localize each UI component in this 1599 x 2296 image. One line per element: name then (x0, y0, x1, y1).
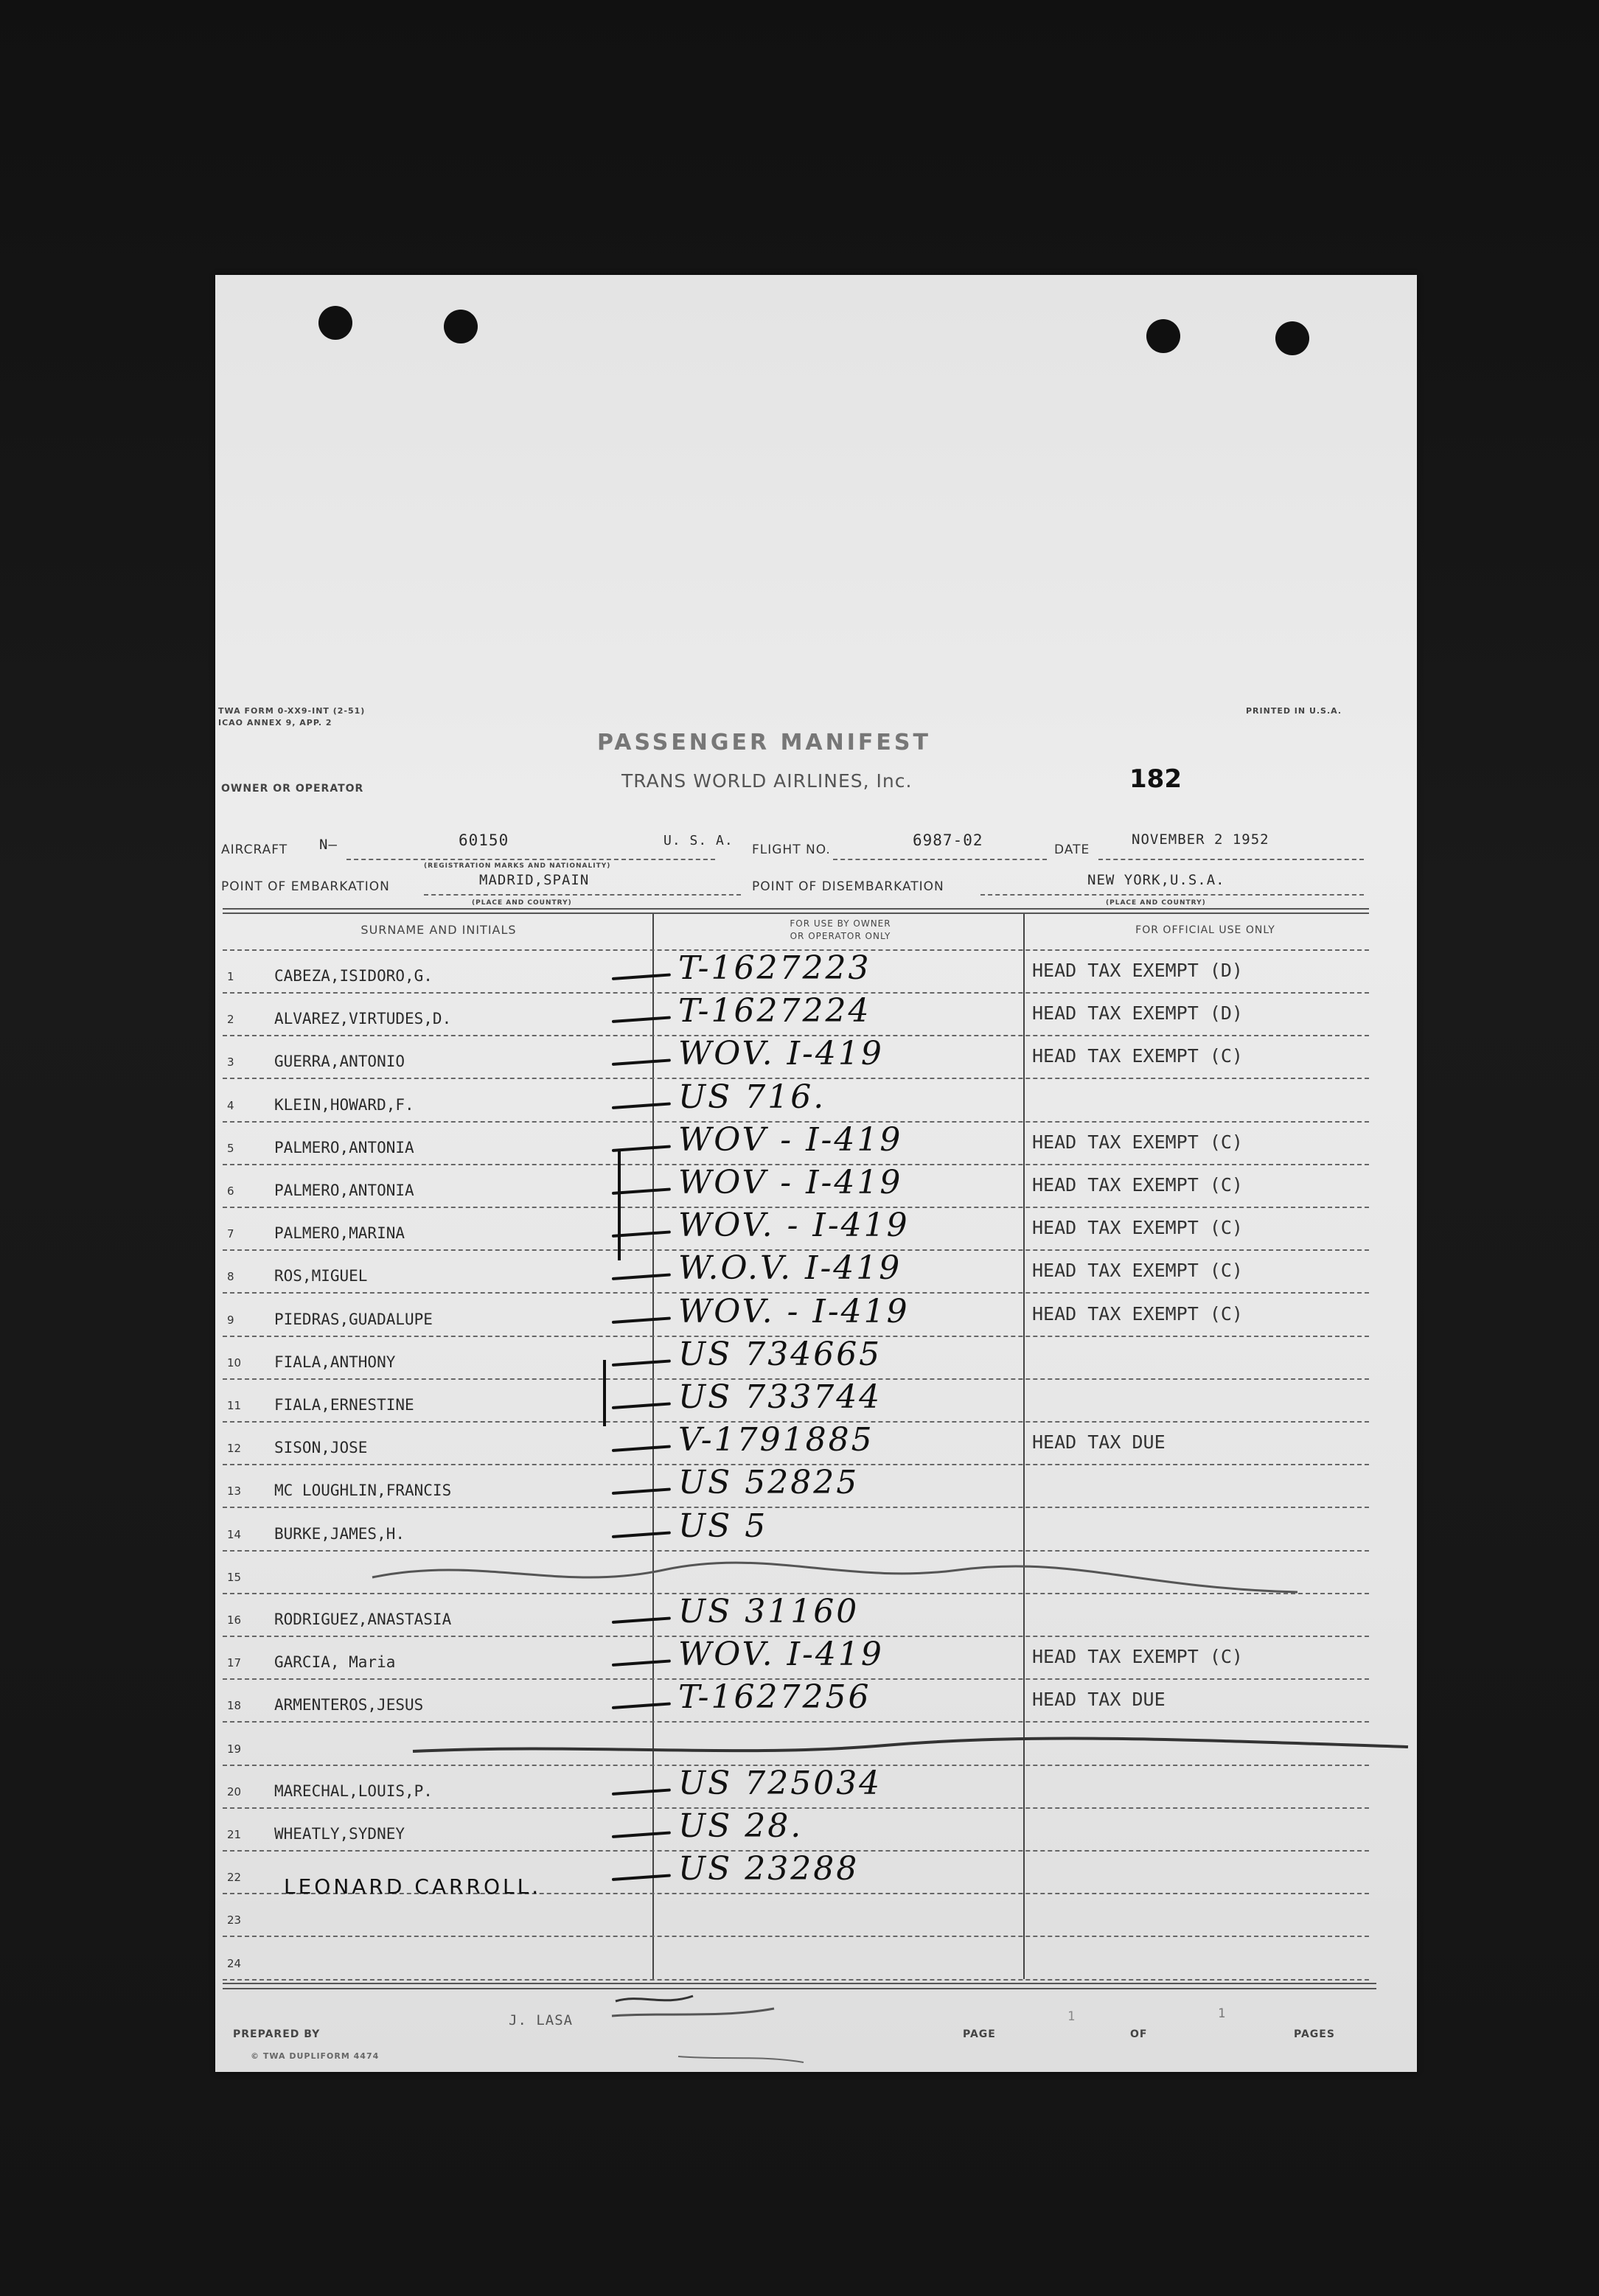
row-number: 6 (227, 1184, 234, 1198)
row-number: 17 (227, 1656, 242, 1669)
document-number: WOV. - I-419 (678, 1207, 910, 1244)
document-number: US 5 (678, 1507, 768, 1545)
row-19-cancel-line (413, 1738, 1408, 1751)
passenger-name: GUERRA,ANTONIO (274, 1053, 405, 1070)
document-number: T-1627223 (678, 949, 871, 987)
row-number: 7 (227, 1227, 234, 1241)
row-number: 9 (227, 1313, 234, 1327)
flight-number: 6987-02 (913, 831, 983, 849)
row-number: 12 (227, 1442, 242, 1455)
prepared-by-label: PREPARED BY (233, 2028, 321, 2040)
place-caption: (PLACE AND COUNTRY) (1106, 899, 1206, 907)
document-number: T-1627256 (678, 1678, 871, 1716)
prepared-by-value: J. LASA (509, 2012, 574, 2028)
row-number: 13 (227, 1484, 242, 1498)
official-stamp: HEAD TAX DUE (1032, 1689, 1166, 1710)
disembarkation-value: NEW YORK,U.S.A. (1087, 872, 1225, 888)
of-label: OF (1130, 2028, 1148, 2040)
passenger-name: SISON,JOSE (274, 1439, 368, 1456)
passenger-name: ALVAREZ,VIRTUDES,D. (274, 1010, 452, 1027)
column-header-official: FOR OFFICIAL USE ONLY (1135, 924, 1275, 936)
disembarkation-label: POINT OF DISEMBARKATION (752, 879, 944, 894)
document-number: US 31160 (678, 1593, 860, 1630)
airline-name: TRANS WORLD AIRLINES, Inc. (621, 770, 913, 792)
row-number: 21 (227, 1828, 242, 1841)
embarkation-label: POINT OF EMBARKATION (221, 879, 390, 894)
document-number: US 733744 (678, 1378, 882, 1416)
page-title: PASSENGER MANIFEST (597, 730, 931, 756)
passenger-name: FIALA,ANTHONY (274, 1353, 396, 1371)
row-number: 16 (227, 1613, 242, 1627)
signature-mark (616, 1996, 693, 2001)
aircraft-label: AIRCRAFT (221, 842, 288, 857)
column-header-owner: OR OPERATOR ONLY (790, 931, 891, 941)
row-number: 20 (227, 1785, 242, 1798)
passenger-name: FIALA,ERNESTINE (274, 1396, 414, 1414)
document-number: US 734665 (678, 1336, 882, 1373)
passenger-name: ROS,MIGUEL (274, 1267, 368, 1285)
document-number: US 28. (678, 1807, 804, 1845)
printed-note: PRINTED IN U.S.A. (1246, 706, 1342, 716)
nationality: U. S. A. (663, 833, 734, 848)
passenger-name: PALMERO,MARINA (274, 1224, 405, 1242)
document-number: US 23288 (678, 1850, 860, 1888)
passenger-name: WHEATLY,SYDNEY (274, 1825, 405, 1843)
passenger-name: BURKE,JAMES,H. (274, 1525, 405, 1543)
passenger-name: MARECHAL,LOUIS,P. (274, 1782, 433, 1800)
document-number: WOV. I-419 (678, 1035, 884, 1072)
document-number: US 716. (678, 1078, 826, 1116)
signature-mark (678, 2056, 804, 2062)
official-stamp: HEAD TAX EXEMPT (C) (1032, 1045, 1243, 1067)
passenger-name: PALMERO,ANTONIA (274, 1182, 414, 1199)
official-stamp: HEAD TAX EXEMPT (D) (1032, 1002, 1243, 1024)
footer-rule (223, 1988, 1376, 1989)
footer-rule (223, 1983, 1376, 1984)
owner-label: OWNER OR OPERATOR (221, 783, 364, 795)
passenger-name: ARMENTEROS,JESUS (274, 1696, 424, 1714)
row-number: 15 (227, 1571, 242, 1584)
row-number: 24 (227, 1957, 242, 1970)
passenger-name: KLEIN,HOWARD,F. (274, 1096, 414, 1114)
row-number: 3 (227, 1055, 234, 1069)
document-number: W.O.V. I-419 (678, 1249, 902, 1287)
column-header-name: SURNAME AND INITIALS (360, 923, 517, 937)
passenger-name: PIEDRAS,GUADALUPE (274, 1311, 433, 1328)
passenger-name: CABEZA,ISIDORO,G. (274, 967, 433, 985)
passenger-name: PALMERO,ANTONIA (274, 1139, 414, 1156)
document-number: WOV. I-419 (678, 1636, 884, 1673)
aircraft-number: 60150 (459, 831, 509, 849)
official-stamp: HEAD TAX EXEMPT (C) (1032, 1131, 1243, 1153)
document-number: T-1627224 (678, 992, 871, 1030)
column-header-owner: FOR USE BY OWNER (790, 918, 891, 929)
official-stamp: HEAD TAX EXEMPT (C) (1032, 1217, 1243, 1238)
signature-mark (612, 2009, 774, 2016)
manifest-number: 182 (1129, 764, 1182, 794)
document-number: US 52825 (678, 1464, 860, 1501)
official-stamp: HEAD TAX EXEMPT (C) (1032, 1260, 1243, 1281)
document-number: WOV - I-419 (678, 1121, 903, 1159)
row-number: 8 (227, 1270, 234, 1283)
row-number: 22 (227, 1871, 242, 1884)
row-number: 2 (227, 1013, 234, 1026)
embarkation-value: MADRID,SPAIN (479, 872, 590, 888)
official-stamp: HEAD TAX EXEMPT (C) (1032, 1303, 1243, 1325)
row-number: 10 (227, 1356, 242, 1369)
aircraft-prefix: N— (319, 837, 338, 853)
row-number: 4 (227, 1099, 234, 1112)
form-code-annex: ICAO ANNEX 9, APP. 2 (218, 718, 332, 727)
flight-label: FLIGHT NO. (752, 842, 831, 857)
document-number: US 725034 (678, 1765, 882, 1802)
passenger-name: RODRIGUEZ,ANASTASIA (274, 1611, 452, 1628)
passenger-name: GARCIA, Maria (274, 1653, 396, 1671)
registration-caption: (REGISTRATION MARKS AND NATIONALITY) (424, 862, 611, 870)
page-value: 1 (1067, 2009, 1076, 2024)
official-stamp: HEAD TAX EXEMPT (C) (1032, 1174, 1243, 1196)
place-caption: (PLACE AND COUNTRY) (472, 899, 572, 907)
row-number: 19 (227, 1742, 242, 1756)
form-code: TWA FORM 0-XX9-INT (2-51) (218, 706, 366, 716)
form-footer: © TWA DUPLIFORM 4474 (251, 2051, 380, 2061)
row-number: 18 (227, 1699, 242, 1712)
row-15-cancel-line (372, 1563, 1297, 1592)
document-number: V-1791885 (678, 1421, 874, 1459)
row-number: 23 (227, 1913, 242, 1927)
row-number: 14 (227, 1528, 242, 1541)
official-stamp: HEAD TAX EXEMPT (D) (1032, 960, 1243, 981)
row-number: 5 (227, 1142, 234, 1155)
row-number: 1 (227, 970, 234, 983)
document-number: WOV - I-419 (678, 1164, 903, 1201)
passenger-name: MC LOUGHLIN,FRANCIS (274, 1482, 452, 1499)
date-label: DATE (1054, 842, 1090, 857)
pages-label: PAGES (1294, 2028, 1335, 2040)
of-value: 1 (1218, 2006, 1227, 2021)
official-stamp: HEAD TAX DUE (1032, 1431, 1166, 1453)
document-number: WOV. - I-419 (678, 1293, 910, 1330)
date-value: NOVEMBER 2 1952 (1132, 831, 1269, 848)
row-number: 11 (227, 1399, 242, 1412)
handwritten-passenger-name: LEONARD CARROLL. (284, 1874, 542, 1899)
official-stamp: HEAD TAX EXEMPT (C) (1032, 1646, 1243, 1667)
page-label: PAGE (963, 2028, 996, 2040)
